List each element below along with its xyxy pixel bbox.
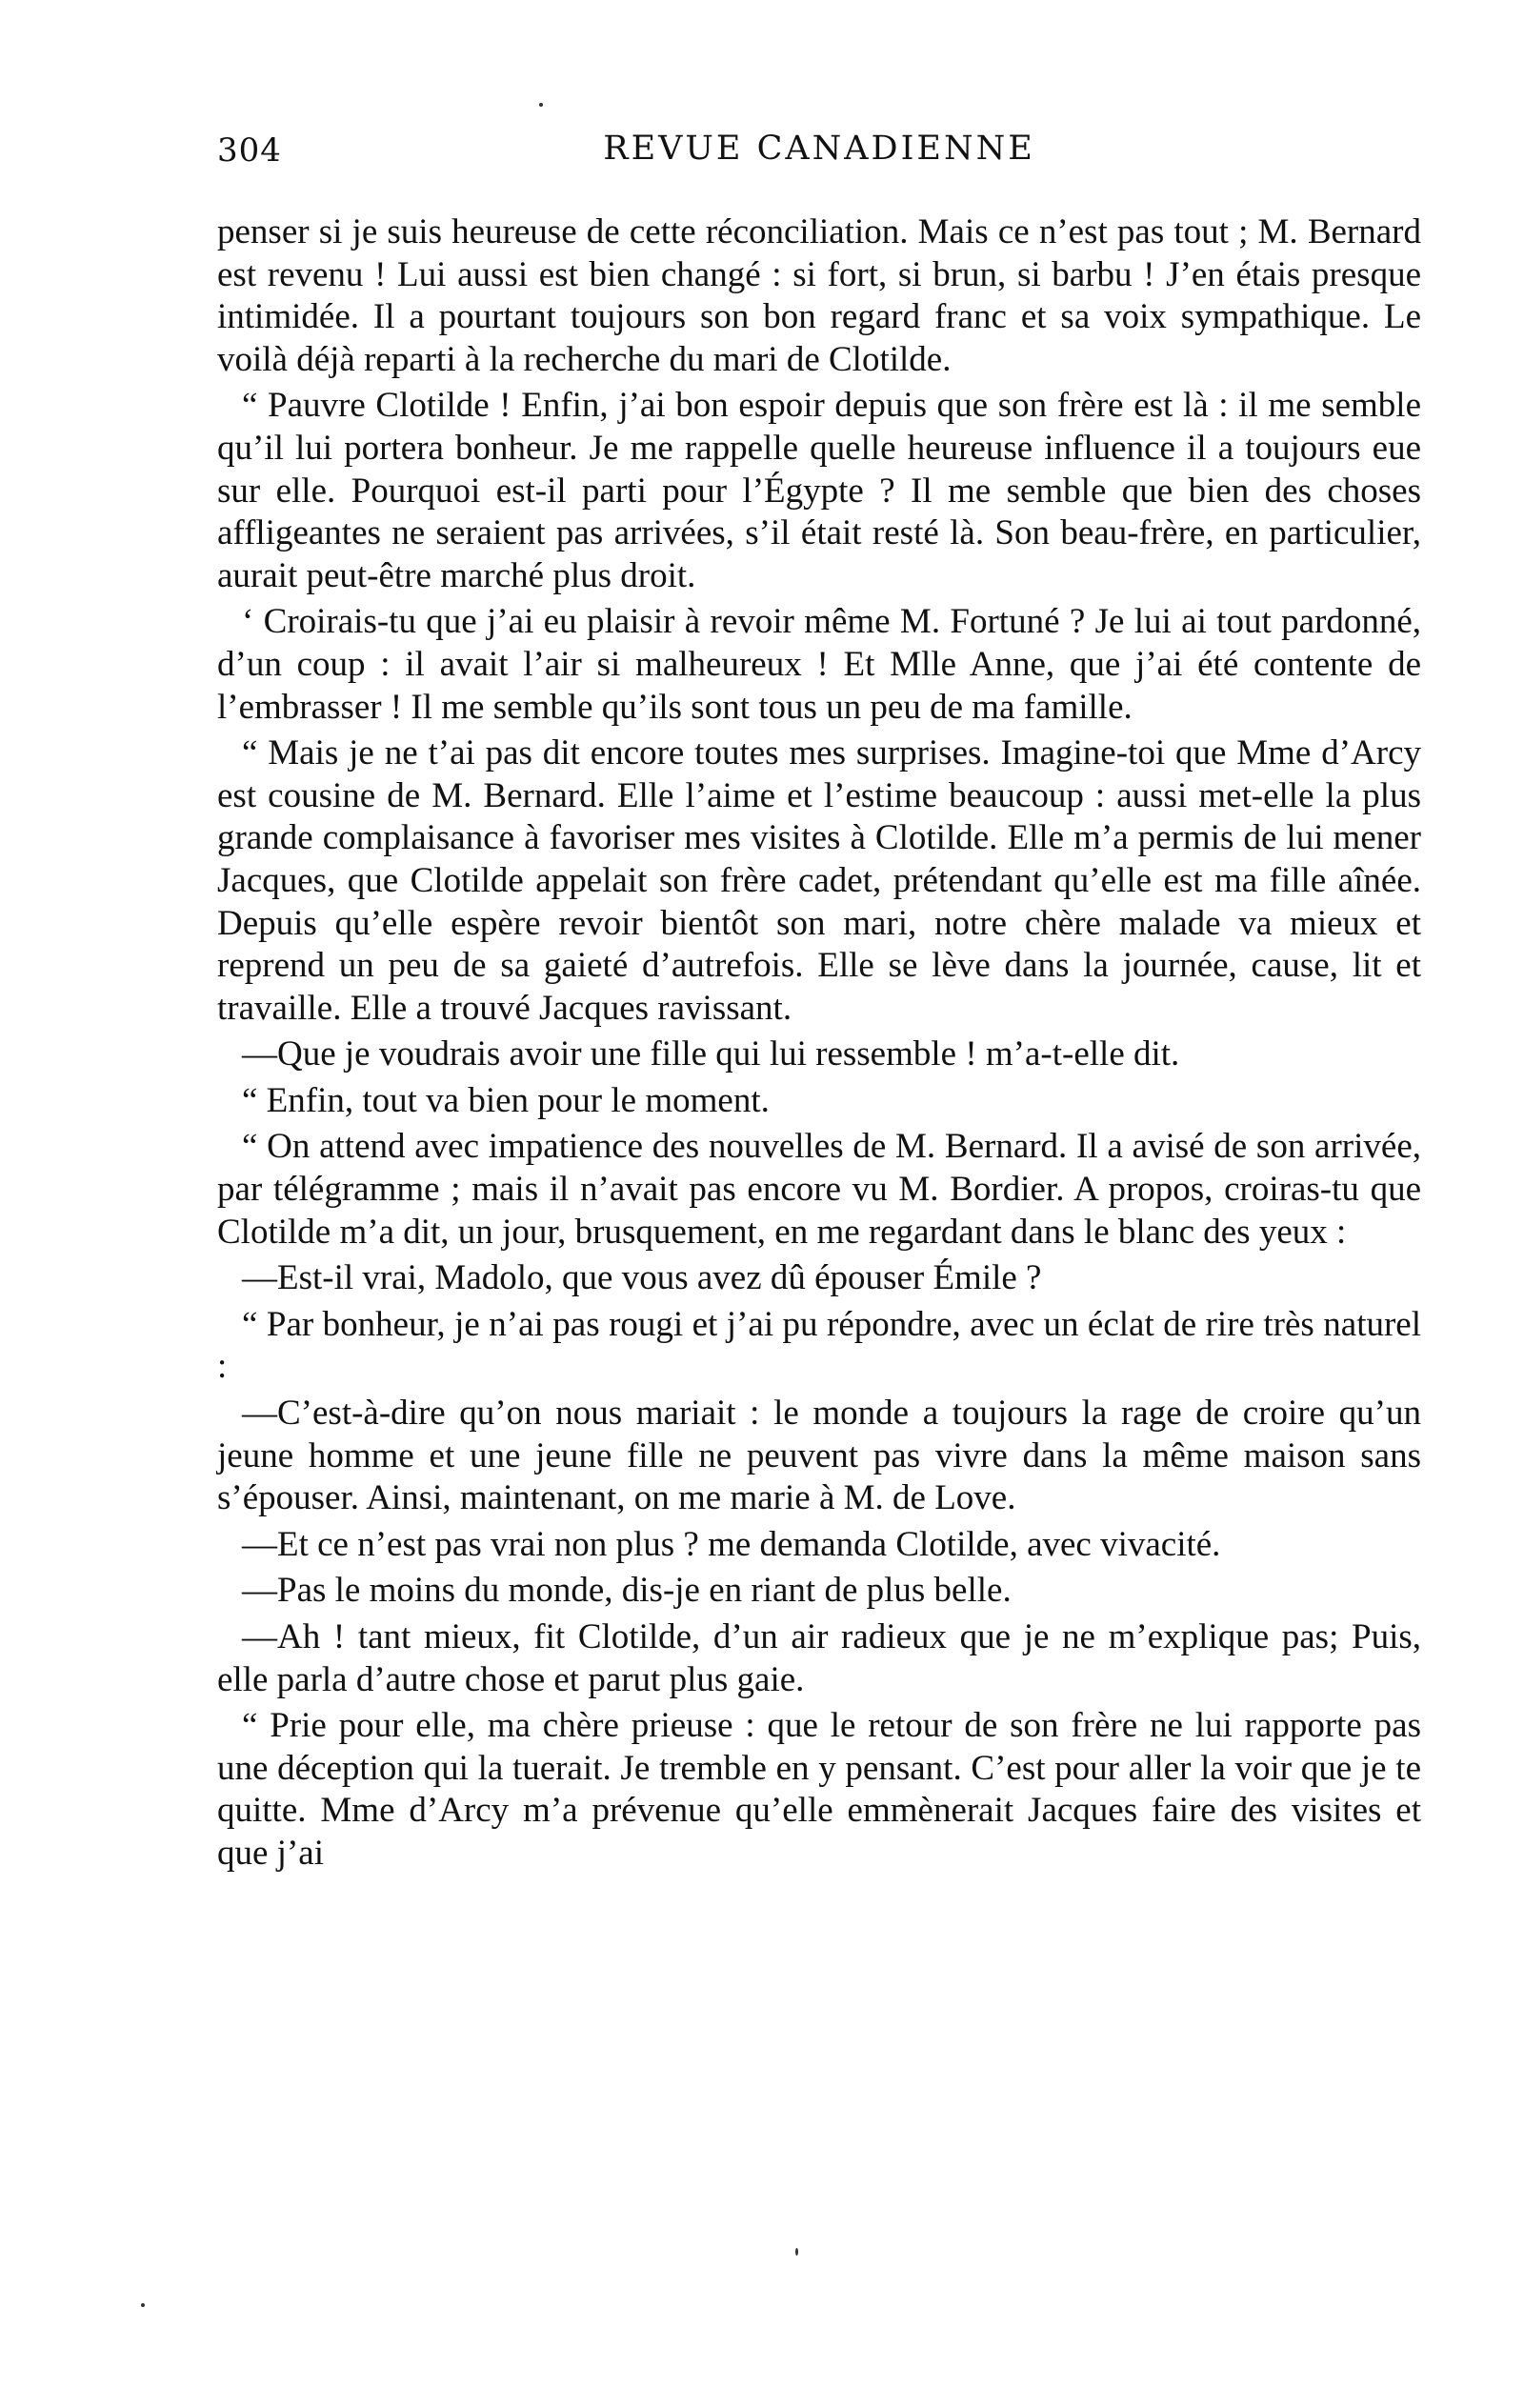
paragraph: —Pas le moins du monde, dis-je en riant de plus belle.: [242, 1571, 1012, 1611]
body-text: [217, 211, 1421, 1879]
paragraph: “ On attend avec impatience des nouvelles de M. Bernard. Il a avisé de son arrivée, par télégramme ; mais il n’avait pas encore vu M. Bordier. A propos, croiras-tu que Clotilde m’a dit, un jour, brusquement, en me regardant dans le blanc des yeux :: [217, 1127, 1421, 1252]
paragraph: —Que je voudrais avoir une fille qui lui ressemble ! m’a-t-elle dit.: [242, 1034, 1180, 1074]
paragraph: —Et ce n’est pas vrai non plus ? me demanda Clotilde, avec vivacité.: [242, 1524, 1221, 1564]
page-number: 304: [217, 131, 282, 170]
paragraph: “ Par bonheur, je n’ai pas rougi et j’ai pu répondre, avec un éclat de rire très naturel :: [217, 1304, 1421, 1387]
paragraph: “ Prie pour elle, ma chère prieuse : que le retour de son frère ne lui rapporte pas une déception qui la tuerait. Je tremble en y pensant. C’est pour aller la voir que je te quitte. Mme d’Arcy m’a prévenue qu’elle emmènerait Jacques faire des visites et que j’ai: [217, 1706, 1421, 1873]
page-header: [217, 122, 1421, 175]
running-title: REVUE CANADIENNE: [603, 130, 1035, 168]
print-speck: [141, 2303, 145, 2307]
print-speck: [795, 2248, 798, 2256]
paragraph: penser si je suis heureuse de cette réconciliation. Mais ce n’est pas tout ; M. Bernard est revenu ! Lui aussi est bien changé : si fort, si brun, si barbu ! J’en étais presque intimidée. Il a pourtant toujours son bon regard franc et sa voix sympathique. Le voilà déjà reparti à la recherche du mari de Clotilde.: [217, 212, 1421, 379]
paragraph: “ Mais je ne t’ai pas dit encore toutes mes surprises. Imagine-toi que Mme d’Arcy est cousine de M. Bernard. Elle l’aime et l’estime beaucoup : aussi met-elle la plus grande complaisance à favoriser mes visites à Clotilde. Elle m’a permis de lui mener Jacques, que Clotilde appelait son frère cadet, prétendant qu’elle est ma fille aînée. Depuis qu’elle espère revoir bientôt son mari, notre chère malade va mieux et reprend un peu de sa gaieté d’autrefois. Elle se lève dans la journée, cause, lit et travaille. Elle a trouvé Jacques ravissant.: [217, 733, 1421, 1028]
paragraph: —Est-il vrai, Madolo, que vous avez dû épouser Émile ?: [242, 1258, 1042, 1298]
paragraph: “ Pauvre Clotilde ! Enfin, j’ai bon espoir depuis que son frère est là : il me semble qu’il lui portera bonheur. Je me rappelle quelle heureuse influence il a toujours eue sur elle. Pourquoi est-il parti pour l’Égypte ? Il me semble que bien des choses affligeantes ne seraient pas arrivées, s’il était resté là. Son beau-frère, en particulier, aurait peut-être marché plus droit.: [217, 386, 1421, 595]
paragraph: —C’est-à-dire qu’on nous mariait : le monde a toujours la rage de croire qu’un jeune homme et une jeune fille ne peuvent pas vivre dans la même maison sans s’épouser. Ainsi, maintenant, on me marie à M. de Love.: [217, 1394, 1421, 1518]
paragraph: “ Enfin, tout va bien pour le moment.: [242, 1080, 770, 1120]
paragraph: —Ah ! tant mieux, fit Clotilde, d’un air radieux que je ne m’explique pas; Puis, elle parla d’autre chose et parut plus gaie.: [217, 1617, 1421, 1699]
paragraph: ‘ Croirais-tu que j’ai eu plaisir à revoir même M. Fortuné ? Je lui ai tout pardonné, d’un coup : il avait l’air si malheureux ! Et Mlle Anne, que j’ai été contente de l’embrasser ! Il me semble qu’ils sont tous un peu de ma famille.: [217, 602, 1421, 727]
print-speck: [539, 103, 543, 107]
